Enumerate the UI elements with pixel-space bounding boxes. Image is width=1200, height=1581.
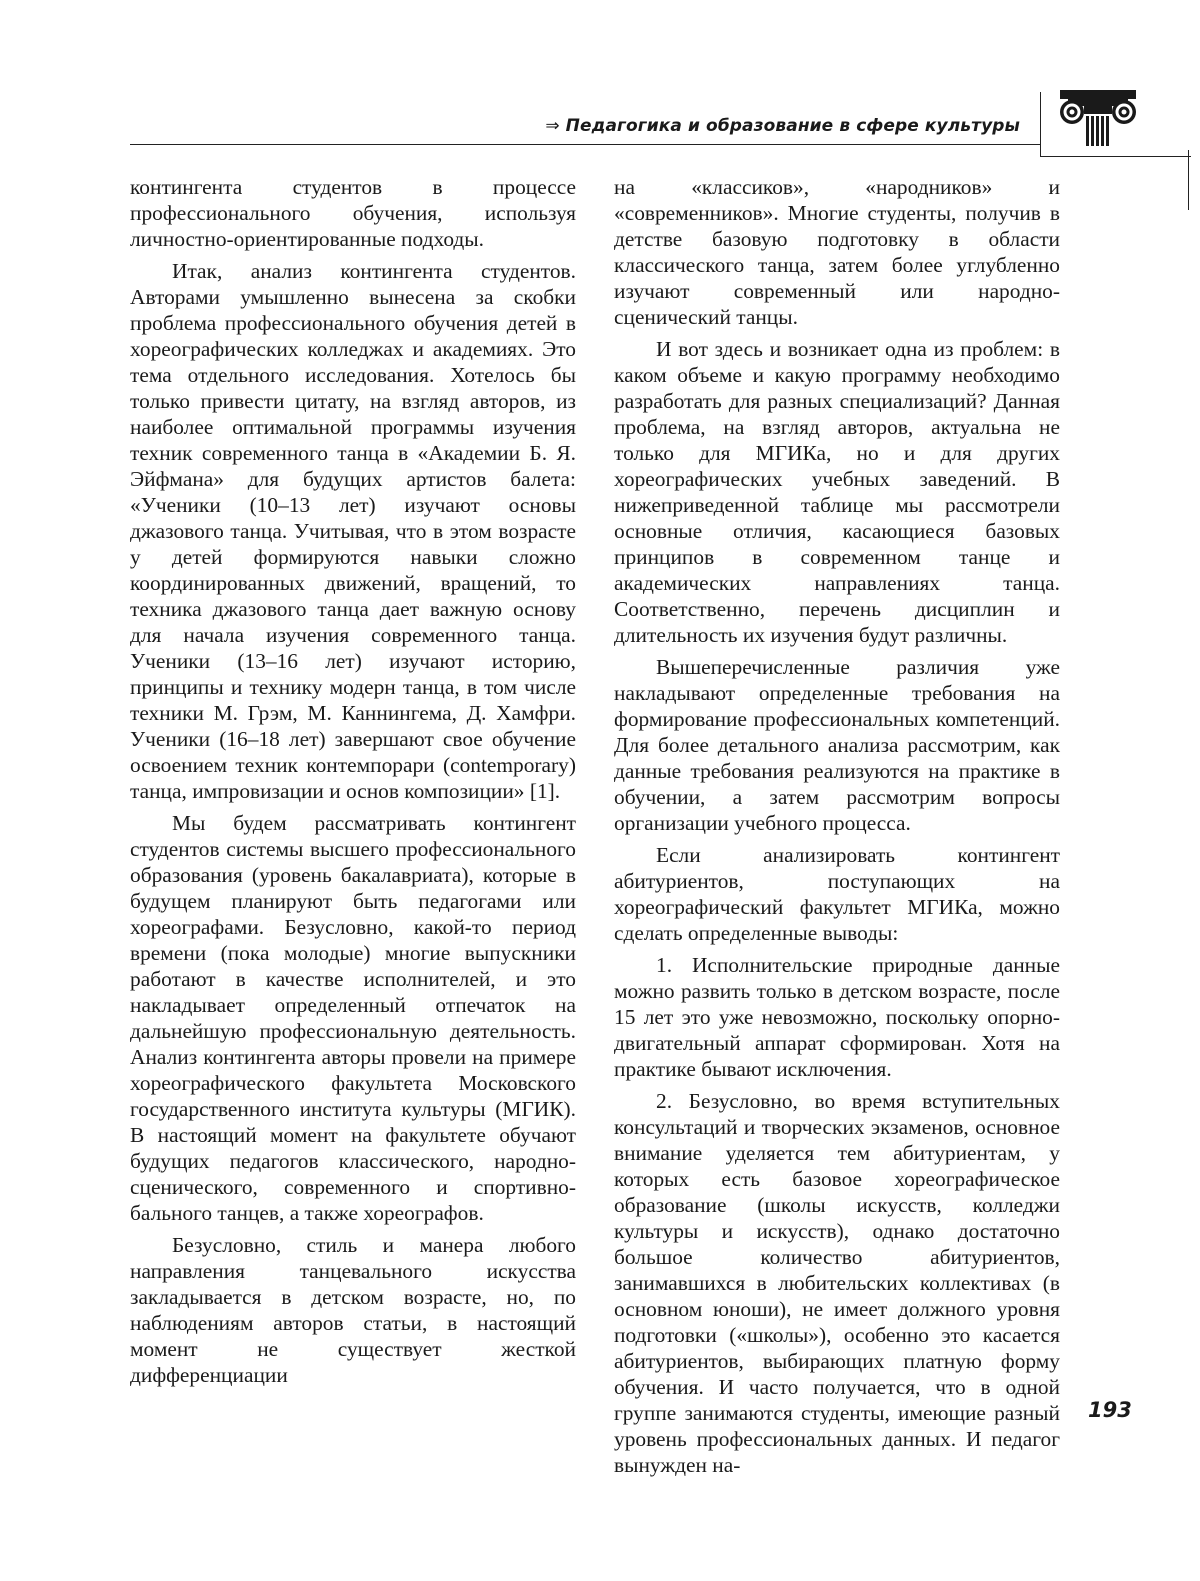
section-title: Педагогика и образование в сфере культуры <box>565 116 1020 136</box>
paragraph: на «классиков», «народников» и «современников». Многие студенты, получив в детстве базовую подготовку в области классического танца, затем более углубленно изучают современный или народно-сценический танцы. <box>614 175 1060 329</box>
ionic-capital-icon <box>1058 86 1138 148</box>
header-rule <box>130 144 1040 145</box>
paragraph: 2. Безусловно, во время вступительных консультаций и творческих экзаменов, основное внимание уделяется тем абитуриентам, у которых есть базовое хореографическое образование (школы искусств, колледжи культуры и искусств), однако достаточно большое количество абитуриентов, занимавшихся в любительских коллективах (в основном юноши), не имеет должного уровня подготовки («школы»), особенно это касается абитуриентов, выбирающих платную форму обучения. И часто получается, что в одной группе занимаются студенты, имеющие разный уровень профессиональных данных. И педагог вынужден на- <box>614 1089 1060 1477</box>
paragraph: Если анализировать контингент абитуриентов, поступающих на хореографический факультет МГИКа, можно сделать определенные выводы: <box>614 843 1060 945</box>
page-number: 193 <box>1088 1398 1132 1422</box>
paragraph: Итак, анализ контингента студентов. Авторами умышленно вынесена за скобки проблема профессионального обучения детей в хореографических колледжах и академиях. Это тема отдельного исследования. Хотелось бы только привести цитату, на взгляд авторов, из наиболее оптимальной программы изучения техник современного танца в «Академии Б. Я. Эйфмана» для будущих артистов балета: «Ученики (10–13 лет) изучают основы джазового танца. Учитывая, что в этом возрасте у детей формируются навыки сложно координированных движений, вращений, то техника джазового танца дает важную основу для начала изучения современного танца. Ученики (13–16 лет) изучают историю, принципы и технику модерн танца, в том числе техники М. Грэм, М. Каннингема, Д. Хамфри. Ученики (16–18 лет) завершают свое обучение освоением техник контемпорари (contemporary) танца, импровизации и основ композиции» [1]. <box>130 259 576 803</box>
right-column <box>614 174 1060 1484</box>
paragraph: контингента студентов в процессе профессионального обучения, используя личностно-ориентированные подходы. <box>130 175 576 251</box>
left-column <box>130 174 576 1394</box>
paragraph: Мы будем рассматривать контингент студентов системы высшего профессионального образования (уровень бакалавриата), которые в будущем планируют быть педагогами или хореографами. Безусловно, какой-то период времени (пока молодые) многие выпускники работают в качестве исполнителей, и это накладывает определенный отпечаток на дальнейшую профессиональную деятельность. Анализ контингента авторы провели на примере хореографического факультета Московского государственного института культуры (МГИК). В настоящий момент на факультете обучают будущих педагогов классического, народно-сценического, современного и спортивно-бального танцев, а также хореографов. <box>130 811 576 1225</box>
paragraph: Безусловно, стиль и манера любого направления танцевального искусства закладывается в детском возрасте, но, по наблюдениям авторов статьи, в настоящий момент не существует жесткой дифференциации <box>130 1233 576 1387</box>
running-header <box>545 116 1020 136</box>
paragraph: И вот здесь и возникает одна из проблем: в каком объеме и какую программу необходимо разработать для разных специализаций? Данная проблема, на взгляд авторов, актуальна не только для МГИКа, но и для других хореографических учебных заведений. В нижеприведенной таблице мы рассмотрели основные отличия, касающиеся базовых принципов в современном танце и академических направлениях танца. Соответственно, перечень дисциплин и длительность их изучения будут различны. <box>614 337 1060 647</box>
paragraph: 1. Исполнительские природные данные можно развить только в детском возрасте, после 15 лет это уже невозможно, поскольку опорно-двигательный аппарат сформирован. Хотя на практике бывают исключения. <box>614 953 1060 1081</box>
arrow-icon: ⇒ <box>545 116 560 136</box>
paragraph: Вышеперечисленные различия уже накладывают определенные требования на формирование профессиональных компетенций. Для более детального анализа рассмотрим, как данные требования реализуются на практике в обучении, а затем рассмотрим вопросы организации учебного процесса. <box>614 655 1060 835</box>
emblem-rule <box>1188 150 1189 210</box>
